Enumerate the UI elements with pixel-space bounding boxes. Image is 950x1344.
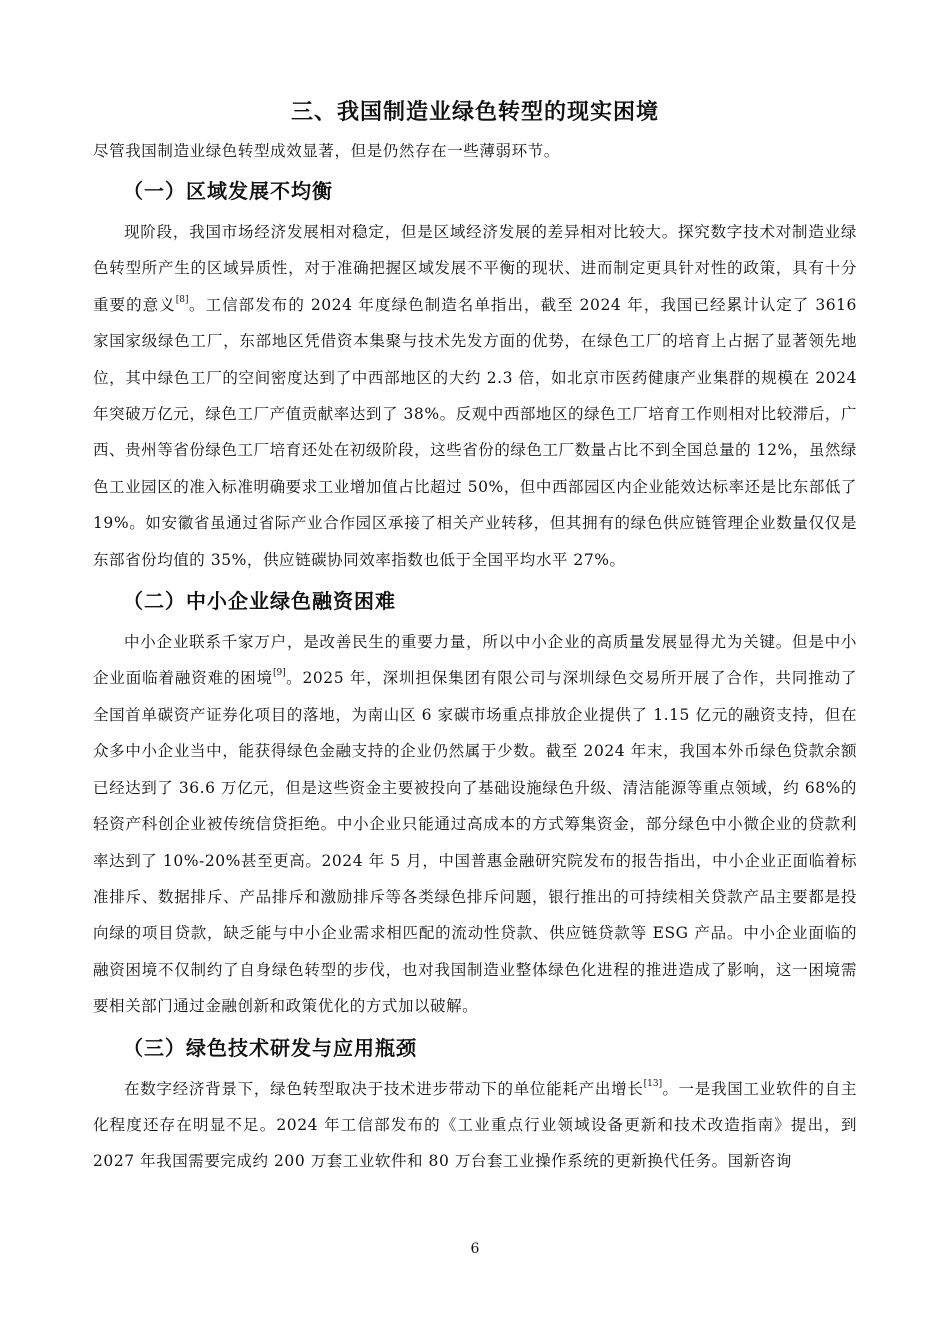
- section-intro: 尽管我国制造业绿色转型成效显著，但是仍然存在一些薄弱环节。: [93, 142, 560, 160]
- citation-ref: [9]: [273, 668, 286, 679]
- paragraph-tech-bottleneck: [93, 1071, 857, 1180]
- paragraph-text: 。2025 年，深圳担保集团有限公司与深圳绿色交易所开展了合作，共同推动了全国首单碳资产证券化项目的落地，为南山区 6 家碳市场重点排放企业提供了 1.15 亿元的融资支持，但在众多中小企业当中，能获得绿色金融支持的企业仍然属于少数。截至 2024 年末，我国本外币绿色贷款余额已经达到了 36.6 万亿元，但是这些资金主要被投向了基础设施绿色升级、清洁能源等重点领域，约 68%的轻资产科创企业被传统信贷拒绝。中小企业只能通过高成本的方式筹集资金，部分绿色中小微企业的贷款利率达到了 10%-20%甚至更高。2024 年 5 月，中国普惠金融研究院发布的报告指出，中小企业正面临着标准排斥、数据排斥、产品排斥和激励排斥等各类绿色排斥问题，银行推出的可持续相关贷款产品主要都是投向绿的项目贷款，缺乏能与中小企业需求相匹配的流动性贷款、供应链贷款等 ESG 产品。中小企业面临的融资困境不仅制约了自身绿色转型的步伐，也对我国制造业整体绿色化进程的推进造成了影响，这一困境需要相关部门通过金融创新和政策优化的方式加以破解。: [93, 669, 857, 1016]
- paragraph-text: 中小企业联系千家万户，是改善民生的重要力量，所以中小企业的高质量发展显得尤为关键。但是中小企业面临着融资难的困境: [93, 633, 857, 688]
- paragraph-text: 现阶段，我国市场经济发展相对稳定，但是区域经济发展的差异相对比较大。探究数字技术对制造业绿色转型所产生的区域异质性，对于准确把握区域发展不平衡的现状、进而制定更具针对性的政策，具有十分重要的意义: [93, 223, 857, 314]
- paragraph-sme-financing: [93, 624, 857, 1024]
- document-page: [93, 96, 857, 1180]
- subsection-title-1: （一）区域发展不均衡: [123, 179, 333, 203]
- paragraph-regional-imbalance: [93, 214, 857, 578]
- subsection-title-3: （三）绿色技术研发与应用瓶颈: [123, 1035, 417, 1060]
- paragraph-text: 。工信部发布的 2024 年度绿色制造名单指出，截至 2024 年，我国已经累计认定了 3616 家国家级绿色工厂，东部地区凭借资本集聚与技术先发方面的优势，在绿色工厂的培育上占据了显著领先地位，其中绿色工厂的空间密度达到了中西部地区的大约 2.3 倍，如北京市医药健康产业集群的规模在 2024 年突破万亿元，绿色工厂产值贡献率达到了 38%。反观中西部地区的绿色工厂培育工作则相对比较滞后，广西、贵州等省份绿色工厂培育还处在初级阶段，这些省份的绿色工厂数量占比不到全国总量的 12%，虽然绿色工业园区的准入标准明确要求工业增加值占比超过 50%，但中西部园区内企业能效达标率还是比东部低了 19%。如安徽省虽通过省际产业合作园区承接了相关产业转移，但其拥有的绿色供应链管理企业数量仅仅是东部省份均值的 35%，供应链碳协同效率指数也低于全国平均水平 27%。: [93, 295, 857, 569]
- citation-ref: [8]: [175, 294, 189, 305]
- subsection-title-2: （二）中小企业绿色融资困难: [123, 589, 396, 614]
- paragraph-text: 。一是我国工业软件的自主化程度还存在明显不足。2024 年工信部发布的《工业重点行业领域设备更新和技术改造指南》提出，到 2027 年我国需要完成约 200 万套工业软件和 80 万台套工业操作系统的更新换代任务。国新咨询: [93, 1079, 857, 1171]
- section-title: 三、我国制造业绿色转型的现实困境: [290, 100, 659, 125]
- citation-ref: [13]: [643, 1078, 663, 1089]
- page-number: 6: [470, 1241, 480, 1257]
- paragraph-text: 在数字经济背景下，绿色转型取决于技术进步带动下的单位能耗产出增长: [124, 1079, 644, 1098]
